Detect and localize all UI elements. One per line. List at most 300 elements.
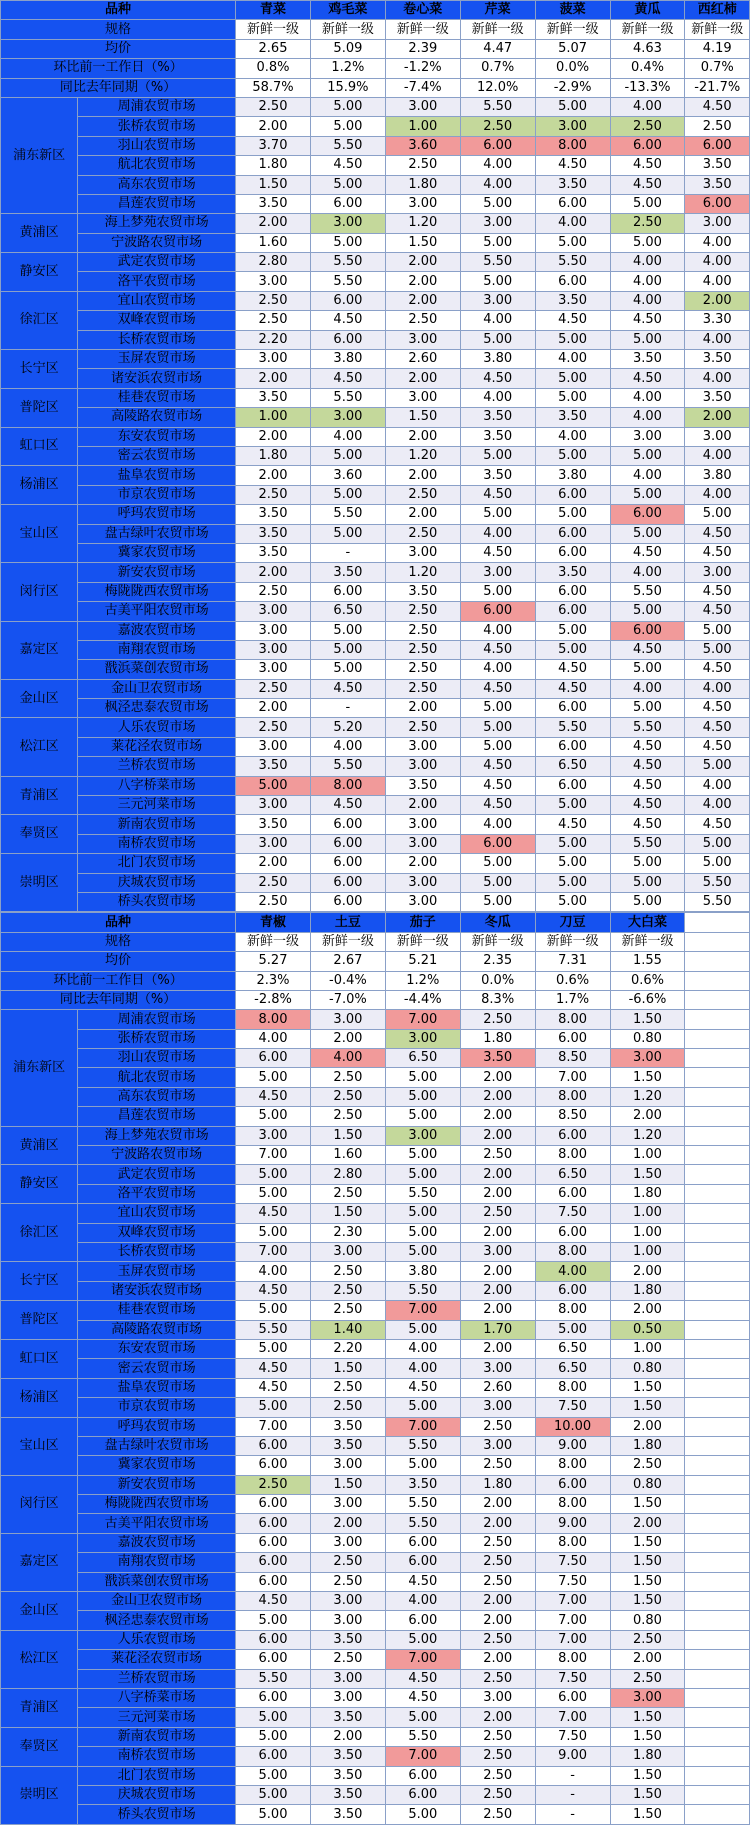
price-cell: 1.80: [610, 1184, 685, 1203]
price-cell: 8.00: [535, 1301, 610, 1320]
price-cell: 5.00: [535, 388, 610, 407]
table-row: [1, 796, 750, 815]
price-cell: 6.00: [535, 272, 610, 291]
price-cell: 5.00: [310, 446, 385, 465]
price-cell: 4.50: [310, 679, 385, 698]
price-cell: 6.00: [236, 1049, 311, 1068]
table-row: [1, 524, 750, 543]
market-name: 南桥农贸市场: [78, 834, 236, 853]
price-cell: 3.50: [310, 1630, 385, 1649]
price-cell: 5.00: [236, 1165, 311, 1184]
market-name: 盐阜农贸市场: [78, 466, 236, 485]
price-cell: 5.00: [236, 1766, 311, 1785]
mom-change-row: [1, 971, 750, 990]
price-cell: 3.50: [310, 1805, 385, 1824]
table-row: [1, 892, 750, 911]
market-name: 梅陇陇西农贸市场: [78, 1495, 236, 1514]
price-cell: 7.50: [535, 1727, 610, 1746]
price-cell: 4.50: [535, 815, 610, 834]
table-row: [1, 1146, 750, 1165]
price-cell: 4.50: [310, 796, 385, 815]
price-cell: 5.00: [610, 699, 685, 718]
table-row: [1, 757, 750, 776]
market-name: 桂巷农贸市场: [78, 388, 236, 407]
price-cell: 2.50: [460, 1630, 535, 1649]
empty-cell: [685, 1533, 750, 1552]
empty-cell: [685, 1611, 750, 1630]
market-name: 海上梦苑农贸市场: [78, 1126, 236, 1145]
price-cell: 3.00: [385, 834, 460, 853]
price-cell: 2.00: [236, 466, 311, 485]
price-cell: 3.00: [236, 1126, 311, 1145]
market-name: 三元河菜市场: [78, 796, 236, 815]
price-cell: 4.50: [535, 311, 610, 330]
price-cell: 3.50: [460, 466, 535, 485]
empty-cell: [685, 1688, 750, 1707]
price-cell: 4.00: [610, 466, 685, 485]
table-row: [1, 1126, 750, 1145]
empty-cell: [685, 1087, 750, 1106]
price-cell: 3.00: [236, 640, 311, 659]
price-cell: 3.00: [310, 1592, 385, 1611]
summary-value: 0.7%: [460, 59, 535, 78]
price-cell: 2.50: [460, 1204, 535, 1223]
price-cell: 2.00: [385, 291, 460, 310]
price-cell: 2.50: [310, 1572, 385, 1591]
price-cell: 7.00: [236, 1243, 311, 1262]
price-cell: 4.50: [535, 679, 610, 698]
price-cell: 1.50: [610, 1165, 685, 1184]
price-cell: 5.00: [535, 369, 610, 388]
empty-cell: [685, 1301, 750, 1320]
price-cell: 2.50: [310, 1087, 385, 1106]
price-cell: 6.00: [236, 1630, 311, 1649]
price-cell: 5.50: [310, 388, 385, 407]
price-cell: 1.50: [310, 1475, 385, 1494]
price-cell: 5.00: [385, 1320, 460, 1339]
market-name: 洛平农贸市场: [78, 272, 236, 291]
market-name: 密云农贸市场: [78, 446, 236, 465]
price-cell: 5.00: [385, 1223, 460, 1242]
price-cell: 1.80: [236, 446, 311, 465]
summary-value: 0.7%: [685, 59, 750, 78]
price-cell: 8.00: [535, 1243, 610, 1262]
summary-value: 2.39: [385, 39, 460, 58]
price-cell: 1.80: [610, 1281, 685, 1300]
price-cell: 2.50: [460, 117, 535, 136]
spec-value: 新鲜一级: [310, 20, 385, 39]
price-cell: 7.00: [535, 1708, 610, 1727]
empty-cell: [685, 932, 750, 951]
table-row: [1, 1611, 750, 1630]
price-cell: 6.50: [535, 1359, 610, 1378]
price-cell: 1.00: [385, 117, 460, 136]
market-name: 周浦农贸市场: [78, 1010, 236, 1029]
price-cell: 6.00: [236, 1456, 311, 1475]
market-name: 新南农贸市场: [78, 1727, 236, 1746]
price-cell: 5.00: [535, 796, 610, 815]
price-cell: 2.50: [236, 291, 311, 310]
price-cell: 5.50: [535, 253, 610, 272]
price-cell: 6.00: [535, 776, 610, 795]
price-cell: 4.50: [236, 1204, 311, 1223]
market-name: 高东农贸市场: [78, 1087, 236, 1106]
price-cell: 4.50: [610, 311, 685, 330]
price-cell: 9.00: [535, 1514, 610, 1533]
price-cell: 2.50: [385, 485, 460, 504]
price-cell: 5.00: [385, 1708, 460, 1727]
price-cell: 6.00: [535, 1475, 610, 1494]
price-cell: 7.00: [385, 1747, 460, 1766]
price-cell: 3.50: [310, 1436, 385, 1455]
spec-value: 新鲜一级: [460, 932, 535, 951]
empty-cell: [685, 1727, 750, 1746]
price-cell: 2.50: [310, 1281, 385, 1300]
price-cell: 3.00: [385, 815, 460, 834]
price-cell: 3.00: [236, 602, 311, 621]
market-name: 新安农贸市场: [78, 1475, 236, 1494]
price-cell: 5.00: [460, 272, 535, 291]
price-cell: 3.50: [685, 175, 750, 194]
spec-value: 新鲜一级: [460, 20, 535, 39]
table-row: [1, 466, 750, 485]
market-name: 张桥农贸市场: [78, 117, 236, 136]
price-cell: 2.00: [385, 272, 460, 291]
vegetable-name: 大白菜: [610, 913, 685, 932]
market-name: 羽山农贸市场: [78, 136, 236, 155]
price-cell: 1.60: [236, 233, 311, 252]
price-cell: 3.60: [385, 136, 460, 155]
summary-value: 5.21: [385, 952, 460, 971]
market-name: 南翔农贸市场: [78, 1553, 236, 1572]
price-cell: 2.80: [310, 1165, 385, 1184]
district-name: 浦东新区: [1, 1010, 78, 1126]
price-cell: 2.50: [385, 156, 460, 175]
price-cell: 7.00: [236, 1417, 311, 1436]
empty-cell: [685, 913, 750, 932]
table-row: [1, 1533, 750, 1552]
price-cell: 5.00: [610, 873, 685, 892]
market-name: 金山卫农贸市场: [78, 1592, 236, 1611]
price-cell: 1.80: [610, 1436, 685, 1455]
empty-cell: [685, 1553, 750, 1572]
price-cell: 5.00: [310, 621, 385, 640]
empty-cell: [685, 1068, 750, 1087]
price-cell: 2.50: [460, 1669, 535, 1688]
price-cell: 5.50: [310, 136, 385, 155]
table-row: [1, 1107, 750, 1126]
price-cell: 5.00: [460, 699, 535, 718]
price-cell: 4.50: [236, 1281, 311, 1300]
summary-value: -7.0%: [310, 990, 385, 1009]
price-cell: 2.50: [310, 1398, 385, 1417]
price-cell: 3.50: [460, 408, 535, 427]
market-name: 嘉波农贸市场: [78, 1533, 236, 1552]
price-cell: 6.00: [236, 1495, 311, 1514]
price-cell: 2.00: [460, 1165, 535, 1184]
spec-row: [1, 20, 750, 39]
price-cell: 3.00: [310, 1533, 385, 1552]
summary-value: 5.27: [236, 952, 311, 971]
price-cell: 5.00: [236, 1301, 311, 1320]
price-cell: 3.80: [685, 466, 750, 485]
price-cell: 2.00: [460, 1184, 535, 1203]
price-cell: 6.00: [610, 136, 685, 155]
price-cell: 5.00: [685, 505, 750, 524]
vegetable-name: 黄瓜: [610, 1, 685, 20]
price-cell: 2.50: [310, 1184, 385, 1203]
vegetable-name: 菠菜: [535, 1, 610, 20]
price-cell: 8.00: [535, 1650, 610, 1669]
district-name: 宝山区: [1, 505, 78, 563]
price-cell: 4.50: [460, 679, 535, 698]
price-cell: 6.00: [535, 1029, 610, 1048]
price-cell: 4.00: [685, 485, 750, 504]
price-cell: 6.00: [236, 1553, 311, 1572]
price-cell: 3.00: [460, 1398, 535, 1417]
market-name: 诸安浜农贸市场: [78, 1281, 236, 1300]
price-cell: 6.00: [460, 602, 535, 621]
price-cell: 4.50: [685, 699, 750, 718]
empty-cell: [685, 1243, 750, 1262]
table-row: [1, 1204, 750, 1223]
mom-change-row: [1, 59, 750, 78]
market-name: 梅陇陇西农贸市场: [78, 582, 236, 601]
summary-value: 2.35: [460, 952, 535, 971]
price-cell: 5.00: [385, 1087, 460, 1106]
price-cell: 2.50: [310, 1378, 385, 1397]
price-cell: 5.00: [535, 446, 610, 465]
market-name: 枫泾忠泰农贸市场: [78, 699, 236, 718]
price-cell: 4.50: [610, 737, 685, 756]
price-cell: 5.00: [236, 1184, 311, 1203]
price-cell: 3.00: [385, 892, 460, 911]
price-cell: 2.00: [310, 1029, 385, 1048]
empty-cell: [685, 952, 750, 971]
empty-cell: [685, 1592, 750, 1611]
market-name: 呼玛农贸市场: [78, 1417, 236, 1436]
price-cell: 4.00: [610, 97, 685, 116]
vegetable-name: 青椒: [236, 913, 311, 932]
price-cell: 2.50: [236, 718, 311, 737]
price-cell: 1.50: [610, 1553, 685, 1572]
summary-value: 2.67: [310, 952, 385, 971]
price-cell: 0.80: [610, 1029, 685, 1048]
price-cell: 4.00: [685, 233, 750, 252]
summary-value: 5.07: [535, 39, 610, 58]
price-cell: 4.00: [385, 1592, 460, 1611]
table-row: [1, 1785, 750, 1804]
table-row: [1, 1553, 750, 1572]
table-row: [1, 621, 750, 640]
price-cell: 4.50: [460, 776, 535, 795]
price-cell: 9.00: [535, 1436, 610, 1455]
summary-value: 2.3%: [236, 971, 311, 990]
price-cell: 5.00: [236, 1398, 311, 1417]
price-cell: 5.00: [610, 194, 685, 213]
price-cell: 4.50: [685, 524, 750, 543]
table-row: [1, 233, 750, 252]
market-name: 桥头农贸市场: [78, 1805, 236, 1824]
price-cell: 1.50: [610, 1708, 685, 1727]
district-name: 宝山区: [1, 1417, 78, 1475]
price-cell: 1.00: [610, 1339, 685, 1358]
price-cell: 2.20: [236, 330, 311, 349]
table-row: [1, 505, 750, 524]
price-cell: 4.50: [236, 1087, 311, 1106]
empty-cell: [685, 1126, 750, 1145]
price-cell: 4.50: [685, 718, 750, 737]
variety-header: 品种: [1, 1, 236, 20]
price-cell: 3.00: [310, 1611, 385, 1630]
average-price-row: [1, 952, 750, 971]
price-cell: 1.50: [610, 1010, 685, 1029]
price-cell: 4.00: [535, 427, 610, 446]
price-cell: 4.00: [610, 291, 685, 310]
empty-cell: [685, 1417, 750, 1436]
price-cell: 4.50: [236, 1359, 311, 1378]
price-cell: 3.00: [310, 1456, 385, 1475]
district-name: 徐汇区: [1, 1204, 78, 1262]
price-cell: 1.80: [460, 1029, 535, 1048]
price-cell: 6.00: [385, 1785, 460, 1804]
spec-row: [1, 932, 750, 951]
price-cell: 5.50: [610, 834, 685, 853]
price-cell: 3.50: [310, 563, 385, 582]
price-cell: 5.00: [385, 1165, 460, 1184]
price-cell: 5.00: [610, 854, 685, 873]
price-cell: 2.50: [610, 117, 685, 136]
table-row: [1, 640, 750, 659]
price-cell: 4.50: [610, 543, 685, 562]
price-cell: 4.50: [685, 602, 750, 621]
price-cell: 3.00: [310, 1243, 385, 1262]
price-cell: 5.00: [460, 892, 535, 911]
price-cell: 3.50: [535, 291, 610, 310]
price-cell: 2.50: [236, 582, 311, 601]
price-cell: 7.00: [385, 1650, 460, 1669]
price-cell: 1.00: [610, 1146, 685, 1165]
price-cell: 2.50: [385, 640, 460, 659]
price-cell: 3.50: [385, 1475, 460, 1494]
price-cell: 3.00: [385, 543, 460, 562]
price-cell: 4.00: [460, 621, 535, 640]
price-cell: 5.00: [535, 621, 610, 640]
mom-change-label: 环比前一工作日（%）: [1, 971, 236, 990]
market-name: 兰桥农贸市场: [78, 1669, 236, 1688]
price-cell: 4.00: [236, 1029, 311, 1048]
empty-cell: [685, 1107, 750, 1126]
variety-header: 品种: [1, 913, 236, 932]
market-name: 冀家农贸市场: [78, 1456, 236, 1475]
price-cell: 2.50: [460, 1747, 535, 1766]
price-cell: 2.50: [236, 311, 311, 330]
summary-value: 1.7%: [535, 990, 610, 1009]
price-cell: 4.00: [610, 679, 685, 698]
summary-value: -6.6%: [610, 990, 685, 1009]
price-cell: 3.00: [236, 737, 311, 756]
price-cell: 4.00: [685, 272, 750, 291]
price-cell: 6.00: [535, 524, 610, 543]
market-name: 新安农贸市场: [78, 563, 236, 582]
district-name: 金山区: [1, 679, 78, 718]
price-cell: 5.50: [310, 505, 385, 524]
price-cell: 3.00: [385, 757, 460, 776]
price-cell: 1.50: [385, 408, 460, 427]
price-cell: 2.00: [460, 1107, 535, 1126]
price-cell: 5.00: [535, 233, 610, 252]
summary-value: 4.47: [460, 39, 535, 58]
market-name: 人乐农贸市场: [78, 1630, 236, 1649]
table-row: [1, 1010, 750, 1029]
price-cell: 4.00: [460, 388, 535, 407]
market-name: 盘古绿叶农贸市场: [78, 524, 236, 543]
price-cell: 5.00: [310, 175, 385, 194]
price-cell: 1.50: [310, 1204, 385, 1223]
price-cell: 0.80: [610, 1475, 685, 1494]
price-cell: 2.00: [610, 1301, 685, 1320]
district-name: 奉贤区: [1, 815, 78, 854]
table-row: [1, 1378, 750, 1397]
price-cell: 1.00: [610, 1243, 685, 1262]
summary-value: -7.4%: [385, 78, 460, 97]
price-cell: 5.00: [236, 1068, 311, 1087]
price-cell: 3.70: [236, 136, 311, 155]
price-cell: 3.00: [310, 1495, 385, 1514]
district-name: 普陀区: [1, 388, 78, 427]
price-cell: 2.50: [610, 1669, 685, 1688]
spec-value: 新鲜一级: [610, 932, 685, 951]
price-cell: 3.00: [310, 1688, 385, 1707]
price-cell: 2.00: [460, 1087, 535, 1106]
empty-cell: [685, 1805, 750, 1824]
price-cell: 5.50: [610, 582, 685, 601]
summary-value: 0.8%: [236, 59, 311, 78]
price-cell: 4.50: [685, 815, 750, 834]
yoy-change-row: [1, 990, 750, 1009]
price-table-2: [0, 912, 750, 1824]
price-cell: 3.50: [236, 194, 311, 213]
table-row: [1, 1708, 750, 1727]
price-cell: 1.50: [610, 1378, 685, 1397]
price-cell: 4.50: [310, 156, 385, 175]
summary-value: -1.2%: [385, 59, 460, 78]
table-row: [1, 1301, 750, 1320]
table-row: [1, 1456, 750, 1475]
price-cell: 4.00: [535, 1262, 610, 1281]
price-cell: 4.00: [685, 253, 750, 272]
price-cell: 8.00: [535, 1378, 610, 1397]
price-cell: 4.00: [385, 1359, 460, 1378]
price-cell: 1.50: [385, 233, 460, 252]
price-cell: 2.50: [385, 621, 460, 640]
price-cell: 5.00: [310, 660, 385, 679]
price-cell: 3.00: [236, 796, 311, 815]
empty-cell: [685, 1359, 750, 1378]
price-cell: 6.00: [535, 1126, 610, 1145]
market-name: 宜山农贸市场: [78, 291, 236, 310]
market-name: 宁波路农贸市场: [78, 233, 236, 252]
market-name: 古美平阳农贸市场: [78, 1514, 236, 1533]
table-row: [1, 1572, 750, 1591]
price-cell: 6.00: [236, 1514, 311, 1533]
price-cell: 1.20: [385, 446, 460, 465]
empty-cell: [685, 971, 750, 990]
price-cell: 2.00: [236, 427, 311, 446]
price-cell: 5.00: [385, 1204, 460, 1223]
district-name: 青浦区: [1, 776, 78, 815]
price-cell: 4.00: [535, 214, 610, 233]
